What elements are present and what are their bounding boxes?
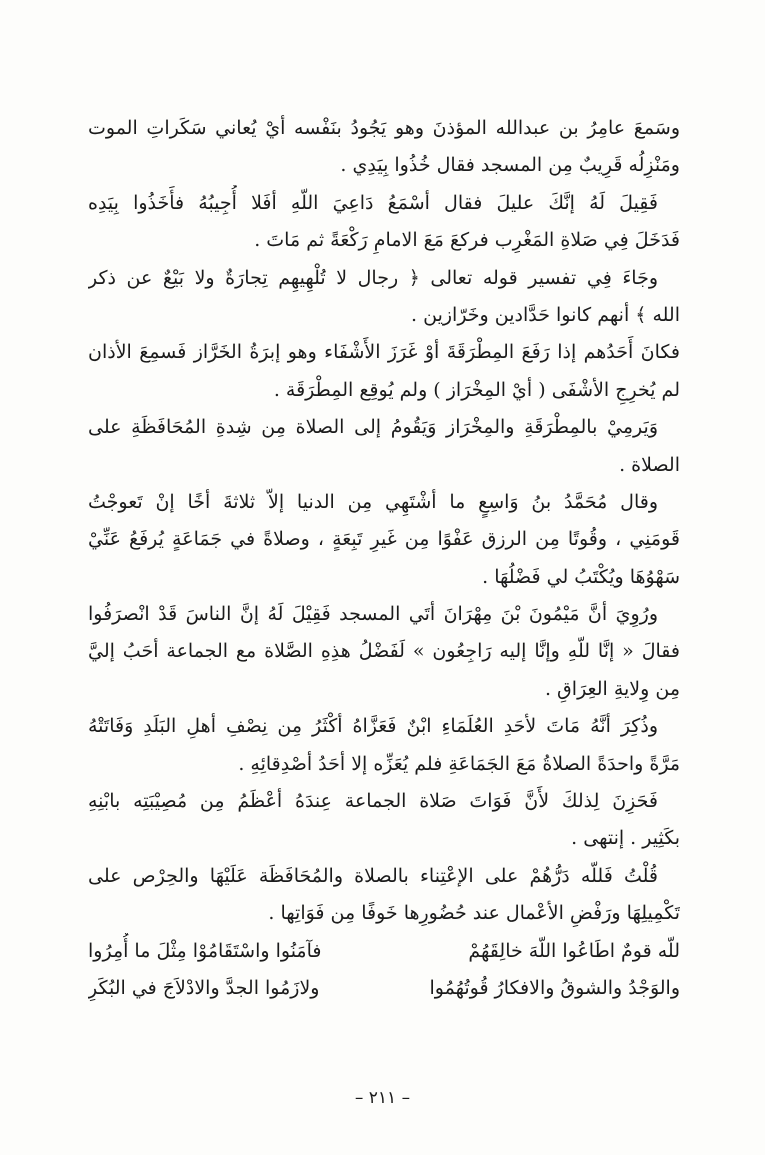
text-line-7: فكانَ أَحَدُهم إذا رَفَعَ المِطْرَقَةَ أوْ غَرَزَ الأَشْفَاء وهو إبرَةُ الخَرَّاز فَسمِعَ الأذان [88,341,680,364]
text-line-12: قَومَنِي ، وقُوتًا مِن الرزق عَفْوًا مِن غَيرِ تَبِعَةٍ ، وصلاةً في جَمَاعَةٍ يُرفَعُ عَنِّيْ [88,528,680,551]
text-line-10: الصلاة . [619,453,680,476]
poem-verse-2-first-hemistich: والوَجْدُ والشوقُ والافكارُ قُوتُهُمُوا [429,976,680,999]
body-text [88,110,680,1007]
page-number: – ٢١١ – [354,1088,411,1108]
text-line-21: قُلْتُ فَللّه دَرُّهُمْ على الإعْتِناء بالصلاة والمُحَافَظَة عَلَيْهَا والحِرْص على [88,864,658,887]
text-line-13: سَهْوُهَا ويُكْتَبُ لي فَضْلُهَا . [482,565,680,588]
text-line-2: ومَنْزِلُه قَرِيبٌ مِن المسجد فقال خُذُوا بِيَدِي . [340,154,680,177]
poem-verse-1-second-hemistich: فآمَنُوا واسْتَقَامُوْا مِثْلَ ما أُمِرُوا [88,939,322,962]
poem-verse-2 [88,970,680,1007]
text-line-14: ورُوِيَ أنَّ مَيْمُونَ بْنَ مِهْرَانَ أتَي المسجد فَقِيْلَ لَهُ إنَّ الناسَ قَدْ انْصرَفُوا [88,603,658,626]
text-line-6: الله ﴾ أنهم كانوا حَدَّادين وخَرّازين . [411,303,680,326]
text-line-19: فَحَزِنَ لِذلكَ لأَنَّ فَوَاتَ صَلاة الجماعة عِندَهُ أعْظَمُ مِن مُصِيْبَتِه بابْنِهِ [88,790,658,813]
text-line-5: وجَاءَ فِي تفسير قوله تعالى ﴿ رجال لا تُلْهِيهِم تِجارَةٌ ولا بَيْعٌ عن ذكر [88,266,658,289]
text-line-15: فقالَ « إنَّا للّهِ وإنَّا إليه رَاجِعُون » لَفَضْلُ هذِهِ الصَّلاة مع الجماعة أحَبُ إليَّ [88,640,680,663]
text-line-16: مِن وِلايةِ العِرَاقِ . [544,677,680,700]
poem-verse-2-second-hemistich: ولازَمُوا الجدَّ والادْلاَجَ في البُكَرِ [88,976,320,999]
text-line-17: وذُكِرَ أنَّهُ مَاتَ لأحَدِ العُلَمَاءِ ابْنٌ فَعَزَّاهُ أكْثَرُ مِن نِصْفِ أهلِ البَلَدِ وَفَاتَتْهُ [88,715,658,738]
poem-verse-1 [88,933,680,970]
text-line-11: وقال مُحَمَّدُ بنُ وَاسِعٍ ما أشْتَهِي مِن الدنيا إلاّ ثلاثةَ أخًا إنْ تَعوجْتُ [88,490,658,513]
text-line-9: وَيَرمِيْ بالمِطْرَقَةِ والمِخْرَاز وَيَقُومُ إلى الصلاة مِن شِدةِ المُحَافَظَةِ على [88,416,658,439]
text-line-22: تَكْمِيلِهَا ورَفْضِ الأعْمال عند حُضُورِها خَوفًا مِن فَوَاتِها . [268,902,680,925]
text-line-8: لم يُخرِجِ الأشْفَى ( أيْ المِخْرَاز ) ولم يُوقِع المِطْرَقَة . [273,378,680,401]
text-line-3: فَقِيلَ لَهُ إنَّكَ عليلَ فقال أسْمَعُ دَاعِيَ اللّهِ أفَلا أُجِيبُهُ فأَخَذُوا بِيَدِه [88,191,658,214]
text-line-1: وسَمعَ عامِرُ بن عبدالله المؤذنَ وهو يَجُودُ بنَفْسه أيْ يُعاني سَكَراتِ الموت [88,117,680,139]
text-line-4: فَدَخَلَ فِي صَلاةِ المَغْرِب فركعَ مَعَ الامامِ رَكْعَةً ثم مَاتَ . [254,229,680,252]
text-line-18: مَرَّةً واحدَةً الصلاةُ مَعَ الجَمَاعَةِ فلم يُعَزِّه إلا أحَدُ أصْدِقائِهِ . [238,752,680,775]
text-line-20: بكَثِير . إنتهى . [571,827,680,850]
poem-verse-1-first-hemistich: للّه قومٌ اطَاعُوا اللّهَ خالِقَهُمْ [468,939,680,962]
